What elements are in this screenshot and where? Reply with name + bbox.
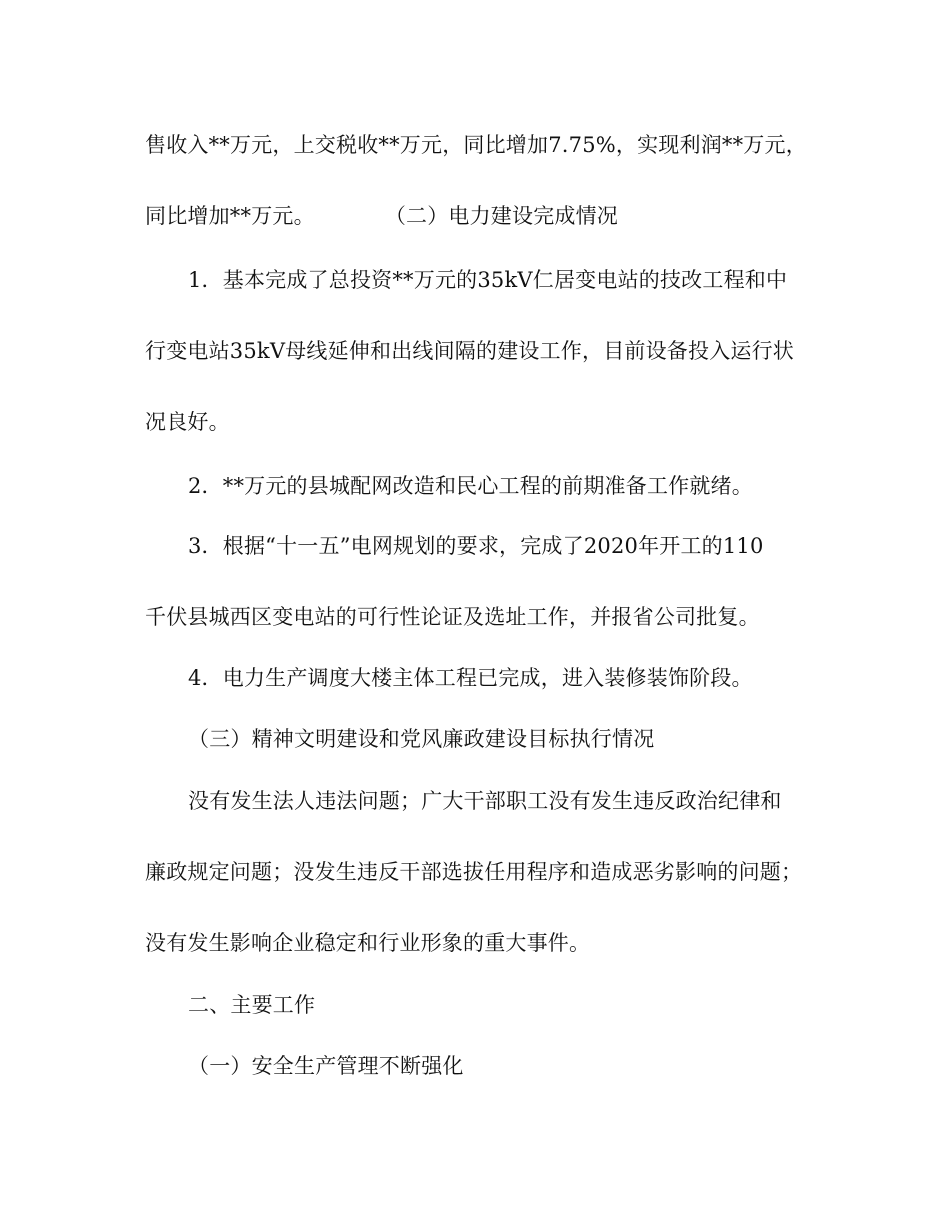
section-heading-main-work: 二、主要工作 <box>188 993 316 1017</box>
section-heading-3: （三）精神文明建设和党风廉政建设目标执行情况 <box>188 727 655 751</box>
paragraph-line-9: 4．电力生产调度大楼主体工程已完成，进入装修装饰阶段。 <box>188 666 753 690</box>
paragraph-line-11: 廉政规定问题；没发生违反干部选拔任用程序和造成恶劣影响的问题； <box>145 860 803 884</box>
paragraph-line-12: 没有发生影响企业稳定和行业形象的重大事件。 <box>145 931 591 955</box>
paragraph-line-7: 3．根据“十一五”电网规划的要求，完成了2020年开工的110 <box>188 534 764 558</box>
section-heading-safety: （一）安全生产管理不断强化 <box>188 1054 464 1078</box>
paragraph-line-8: 千伏县城西区变电站的可行性论证及选址工作，并报省公司批复。 <box>145 605 760 629</box>
paragraph-line-3: 1．基本完成了总投资**万元的35kV仁居变电站的技改工程和中 <box>188 268 788 292</box>
paragraph-line-2 <box>145 201 825 231</box>
paragraph-line-1: 售收入**万元，上交税收**万元，同比增加7.75%，实现利润**万元， <box>145 133 807 157</box>
paragraph-line-4: 行变电站35kV母线延伸和出线间隔的建设工作，目前设备投入运行状 <box>145 339 795 363</box>
paragraph-line-6: 2．**万元的县城配网改造和民心工程的前期准备工作就绪。 <box>188 474 753 498</box>
section-heading-2: （二）电力建设完成情况 <box>384 204 619 228</box>
paragraph-line-5: 况良好。 <box>145 410 230 434</box>
paragraph-line-10: 没有发生法人违法问题；广大干部职工没有发生违反政治纪律和 <box>188 789 782 813</box>
paragraph-line-2-text: 同比增加**万元。 <box>145 204 315 228</box>
